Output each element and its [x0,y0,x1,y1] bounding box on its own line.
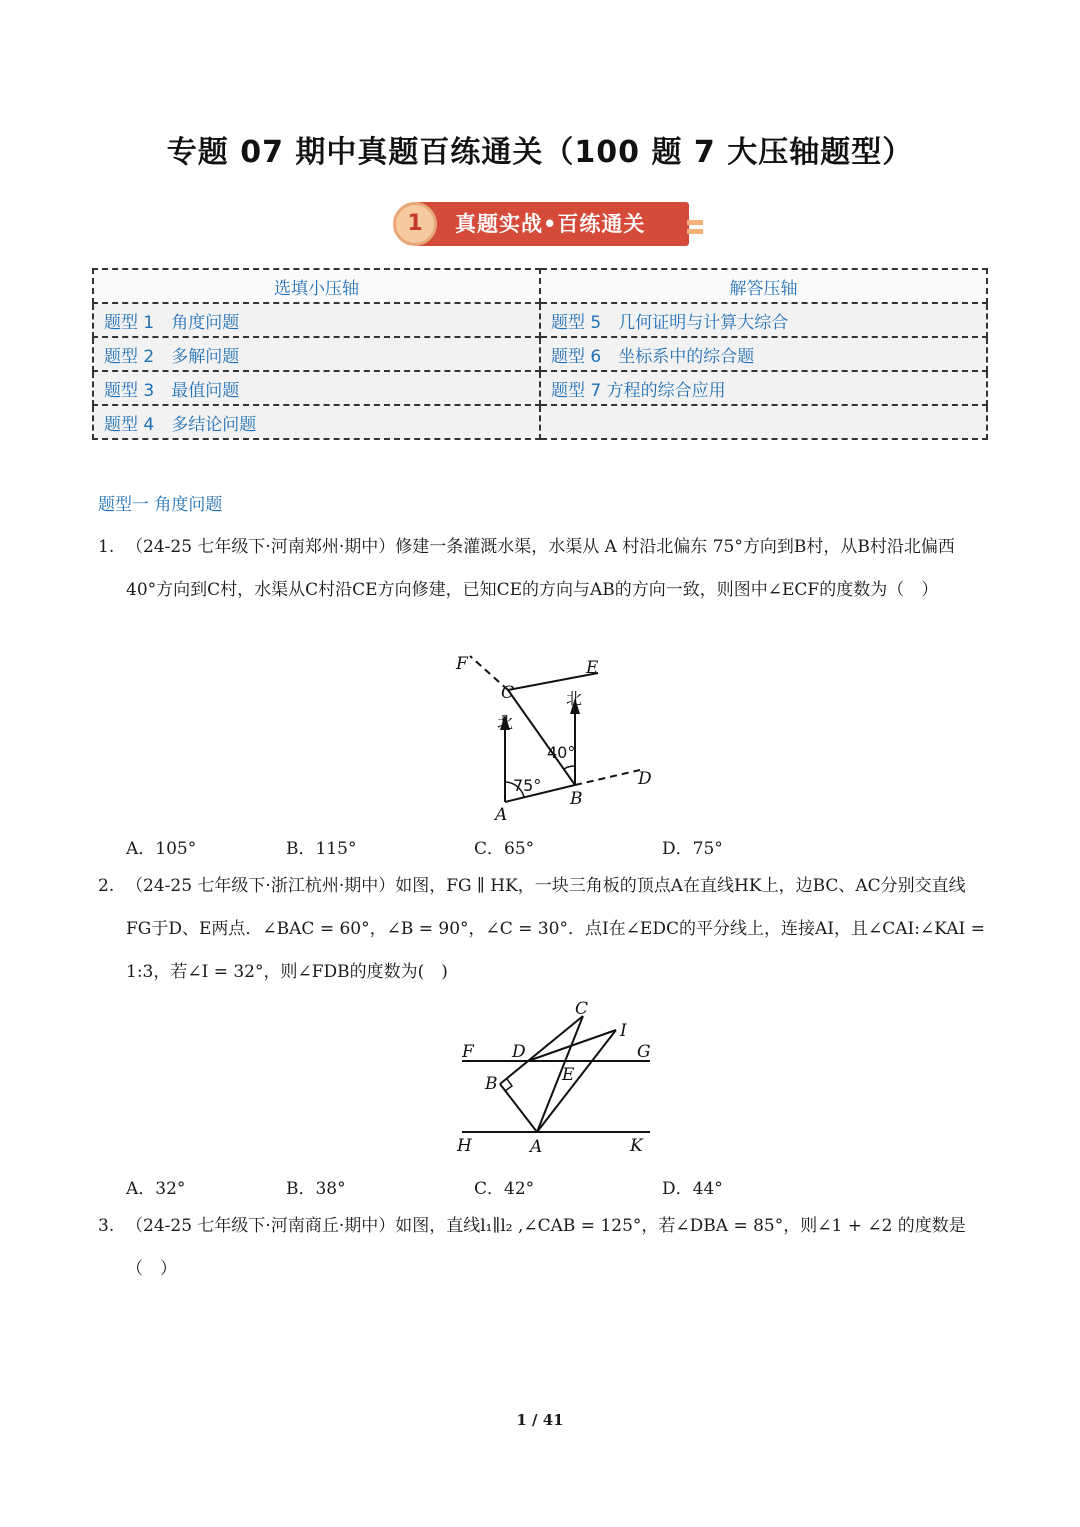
section-banner [393,198,708,252]
table-row [93,405,987,439]
angle-arc-40 [564,766,575,769]
line-cb [508,690,575,785]
dashed-line-bd [575,770,640,785]
option-b[interactable]: B．38° [286,1179,346,1199]
right-angle-mark-icon [505,1079,512,1091]
option-d[interactable]: D．44° [662,1179,723,1199]
banner-decoration [687,220,703,225]
label-i: I [620,1021,627,1041]
option-d[interactable]: D．75° [662,839,723,859]
label-e: E [562,1065,575,1085]
label-k: K [630,1136,643,1156]
table-row [93,337,987,371]
label-d: D [638,769,652,789]
label-f: F [456,654,468,674]
page-title: 专题 07 期中真题百练通关（100 题 7 大压轴题型） [166,135,914,170]
question-2-figure [450,994,660,1160]
banner-label: 真题实战•百练通关 [455,212,646,236]
label-f: F [462,1042,474,1062]
label-h: H [457,1136,472,1156]
table-cell: 题型 2 多解问题 [93,337,540,371]
table-cell: 题型 5 几何证明与计算大综合 [540,303,987,337]
question-text: （24-25 七年级下·河南商丘·期中）如图，直线l₁∥l₂ ,∠CAB = 125°，若∠DBA = 85°，则∠1 + ∠2 的度数是（ ） [126,1216,966,1279]
option-c[interactable]: C．65° [474,839,535,859]
label-angle-75: 75° [513,776,542,795]
question-text: （24-25 七年级下·河南郑州·期中）修建一条灌溉水渠，水渠从 A 村沿北偏东 75°方向到B村，从B村沿北偏西 40°方向到C村，水渠从C村沿CE方向修建，已知CE的方向与AB的方向一致，则图中∠ECF的度数为（ ） [126,537,955,600]
label-north-b: 北 [566,689,583,708]
table-header-row [93,269,987,303]
table-cell: 题型 1 角度问题 [93,303,540,337]
question-1 [98,526,988,612]
section-heading: 题型一 角度问题 [98,495,223,515]
label-g: G [637,1042,651,1062]
page-number: 1 / 41 [516,1411,564,1429]
question-number: 1. [98,537,115,557]
label-b: B [485,1074,498,1094]
table-row [93,371,987,405]
question-number: 3. [98,1216,115,1236]
table-cell: 题型 4 多结论问题 [93,405,540,439]
table-row [93,303,987,337]
question-number: 2. [98,876,115,896]
table-cell: 题型 3 最值问题 [93,371,540,405]
label-a: A [530,1137,543,1157]
banner-decoration [687,229,703,234]
segment-ai [537,1030,616,1132]
table-header-cell: 选填小压轴 [93,269,540,303]
label-b: B [570,789,583,809]
option-c[interactable]: C．42° [474,1179,535,1199]
label-c: C [501,683,515,703]
table-cell [540,405,987,439]
label-a: A [495,805,508,825]
option-a[interactable]: A．105° [126,839,197,859]
label-e: E [586,658,599,678]
table-cell: 题型 6 坐标系中的综合题 [540,337,987,371]
label-c: C [575,999,589,1019]
option-b[interactable]: B．115° [286,839,357,859]
label-north-a: 北 [497,713,514,732]
table-cell: 题型 7 方程的综合应用 [540,371,987,405]
banner-number-badge: 1 [393,202,437,246]
question-1-figure [440,648,670,826]
line-ce [508,673,598,690]
label-d: D [512,1042,526,1062]
table-header-cell: 解答压轴 [540,269,987,303]
question-text: （24-25 七年级下·浙江杭州·期中）如图，FG ∥ HK，一块三角板的顶点A在直线HK上，边BC、AC分别交直线FG于D、E两点．∠BAC = 60°，∠B = 90°，∠C = 30°．点I在∠EDC的平分线上，连接AI，且∠CAI:∠KAI = 1:3，若∠I = 32°，则∠FDB的度数为( ) [126,876,985,982]
question-3 [98,1205,988,1291]
label-angle-40: 40° [547,743,576,762]
segment-ac [537,1016,583,1132]
question-2 [98,865,988,994]
option-a[interactable]: A．32° [126,1179,186,1199]
question-type-table [92,268,988,440]
